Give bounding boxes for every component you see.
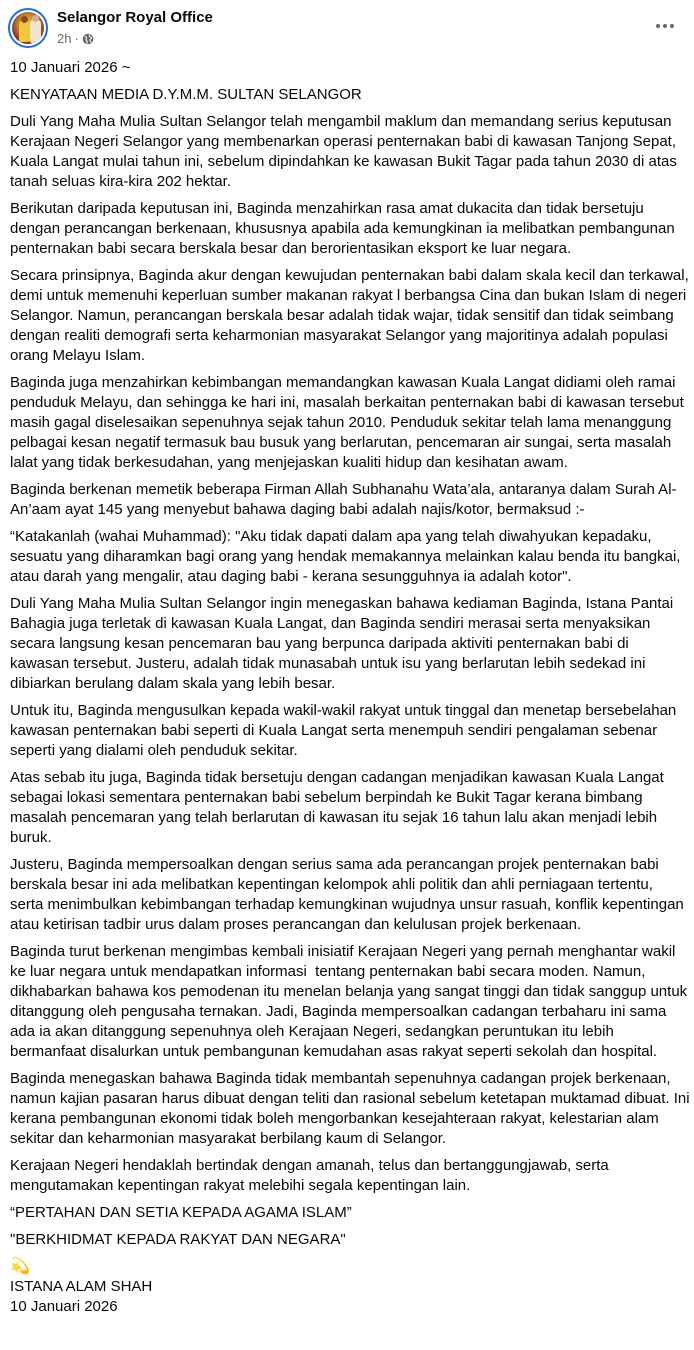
globe-icon [82,33,94,45]
signoff-date: 10 Januari 2026 [10,1298,118,1315]
post-body [10,58,694,1317]
paragraph: Duli Yang Maha Mulia Sultan Selangor ingin menegaskan bahawa kediaman Baginda, Istana Pantai Bahagia juga terletak di kawasan Kuala Langat, dan Baginda sendiri merasai serta menyaksikan secara langsung kesan pencemaran bau yang berpunca daripada aktiviti penternakan babi di kawasan tersebut. Justeru, adalah tidak munasabah untuk isu yang berlarutan lebih sedekad ini dibiarkan berulang dalam skala yang lebih besar. [10,595,678,692]
quote-paragraph: “Katakanlah (wahai Muhammad): "Aku tidak dapati dalam apa yang telah diwahyukan kepadaku, sesuatu yang diharamkan bagi orang yang hendak memakannya melainkan kalau benda itu bangkai, atau darah yang mengalir, atau daging babi - kerana sesungguhnya ia adalah kotor". [10,528,685,585]
paragraph: Baginda turut berkenan mengimbas kembali inisiatif Kerajaan Negeri yang pernah menghantar wakil ke luar negara untuk mendapatkan informasi tentang penternakan babi secara moden. Namun, dikhabarkan bahawa kos pemodenan itu menelan belanja yang sangat tinggi dan tidak sanggup untuk ditanggung oleh pengusaha ternakan. Jadi, Baginda mempersoalkan cadangan terbaharu ini sama ada ia akan ditanggung sepenuhnya oleh Kerajaan Negeri, sedangkan peruntukan itu lebih bermanfaat disalurkan untuk pembangunan kemudahan asas rakyat seperti sekolah dan hospital. [10,943,692,1060]
motto-1: “PERTAHAN DAN SETIA KEPADA AGAMA ISLAM” [10,1204,352,1221]
more-options-icon-dot [670,24,674,28]
post-meta [57,31,94,46]
paragraph: Untuk itu, Baginda mengusulkan kepada wakil-wakil rakyat untuk tinggal dan menetap bersebelahan kawasan penternakan babi seperti di Kuala Langat serta menempuh sendiri pengalaman sebenar seperti yang dialami oleh penduduk sekitar. [10,702,681,759]
post-timestamp[interactable]: 2h [57,31,72,46]
more-options-icon-dot [663,24,667,28]
date-line: 10 Januari 2026 ~ [10,59,131,76]
signoff-place: ISTANA ALAM SHAH [10,1278,153,1295]
paragraph: Baginda juga menzahirkan kebimbangan memandangkan kawasan Kuala Langat didiami oleh ramai penduduk Melayu, dan sehingga ke hari ini, masalah berkaitan penternakan babi di kawasan tersebut masih gagal diselesaikan sepenuhnya sejak tahun 2010. Penduduk sekitar telah lama menanggung pelbagai kesan negatif termasuk bau busuk yang berlarutan, pencemaran air sungai, serta masalah lalat yang tidak berkesudahan, yang menjejaskan kualiti hidup dan kesihatan awam. [10,374,688,471]
paragraph: Justeru, Baginda mempersoalkan dengan serius sama ada perancangan projek penternakan babi berskala besar ini ada melibatkan kepentingan kelompok ahli politik dan ahli perniagaan tertentu, serta menimbulkan kebimbangan terhadap kemungkinan wujudnya unsur rasuah, konflik kepentingan atau ketirisan tadbir urus dalam proses perancangan dan kelulusan projek berkenaan. [10,856,688,933]
dizzy-star-emoji-icon: 💫 [10,1258,30,1275]
avatar-image [12,12,44,44]
paragraph: Duli Yang Maha Mulia Sultan Selangor telah mengambil maklum dan memandang serius keputusan Kerajaan Negeri Selangor yang membenarkan operasi penternakan babi di kawasan Tanjong Sepat, Kuala Langat mulai tahun ini, sebelum dipindahkan ke kawasan Bukit Tagar pada tahun 2030 di atas tanah seluas kira-kira 202 hektar. [10,113,682,190]
more-options-icon-dot [656,24,660,28]
paragraph: Baginda berkenan memetik beberapa Firman Allah Subhanahu Wata’ala, antaranya dalam Surah Al-An’aam ayat 145 yang menyebut bahawa daging babi adalah najis/kotor, bermaksud :- [10,481,677,518]
paragraph: Kerajaan Negeri hendaklah bertindak dengan amanah, telus dan bertanggungjawab, serta mengutamakan kepentingan rakyat melebihi segala kepentingan lain. [10,1157,613,1194]
page-avatar[interactable] [8,8,48,48]
post-header [0,0,694,56]
meta-separator: · [74,31,79,46]
statement-heading: KENYATAAN MEDIA D.Y.M.M. SULTAN SELANGOR [10,86,362,103]
paragraph: Berikutan daripada keputusan ini, Baginda menzahirkan rasa amat dukacita dan tidak bersetuju dengan perancangan berkenaan, khususnya apabila ada kemungkinan ia melibatkan pembangunan penternakan babi secara berskala besar dan berorientasikan eksport ke luar negara. [10,200,679,257]
motto-2: "BERKHIDMAT KEPADA RAKYAT DAN NEGARA" [10,1231,346,1248]
author-name[interactable]: Selangor Royal Office [57,9,213,26]
paragraph: Baginda menegaskan bahawa Baginda tidak membantah sepenuhnya cadangan projek berkenaan, namun kajian pasaran harus dibuat dengan teliti dan rasional sebelum ketetapan muktamad dibuat. Ini kerana pembangunan ekonomi tidak boleh mengorbankan kesejahteraan rakyat, kelestarian alam sekitar dan keharmonian masyarakat berbilang kaum di Selangor. [10,1070,694,1147]
paragraph: Secara prinsipnya, Baginda akur dengan kewujudan penternakan babi dalam skala kecil dan terkawal, demi untuk memenuhi keperluan sumber makanan rakyat l berbangsa Cina dan bukan Islam di negeri Selangor. Namun, perancangan berskala besar adalah tidak wajar, tidak sensitif dan tidak seimbang dengan realiti demografi serta keharmonian masyarakat Selangor yang majoritinya adalah populasi orang Melayu Islam. [10,267,693,364]
paragraph: Atas sebab itu juga, Baginda tidak bersetuju dengan cadangan menjadikan kawasan Kuala Langat sebagai lokasi sementara penternakan babi sebelum berpindah ke Bukit Tagar kerana bimbang masalah pencemaran yang telah berlarutan di kawasan itu sejak 16 tahun lalu akan menjadi lebih buruk. [10,769,668,846]
more-options-button[interactable] [652,14,678,38]
